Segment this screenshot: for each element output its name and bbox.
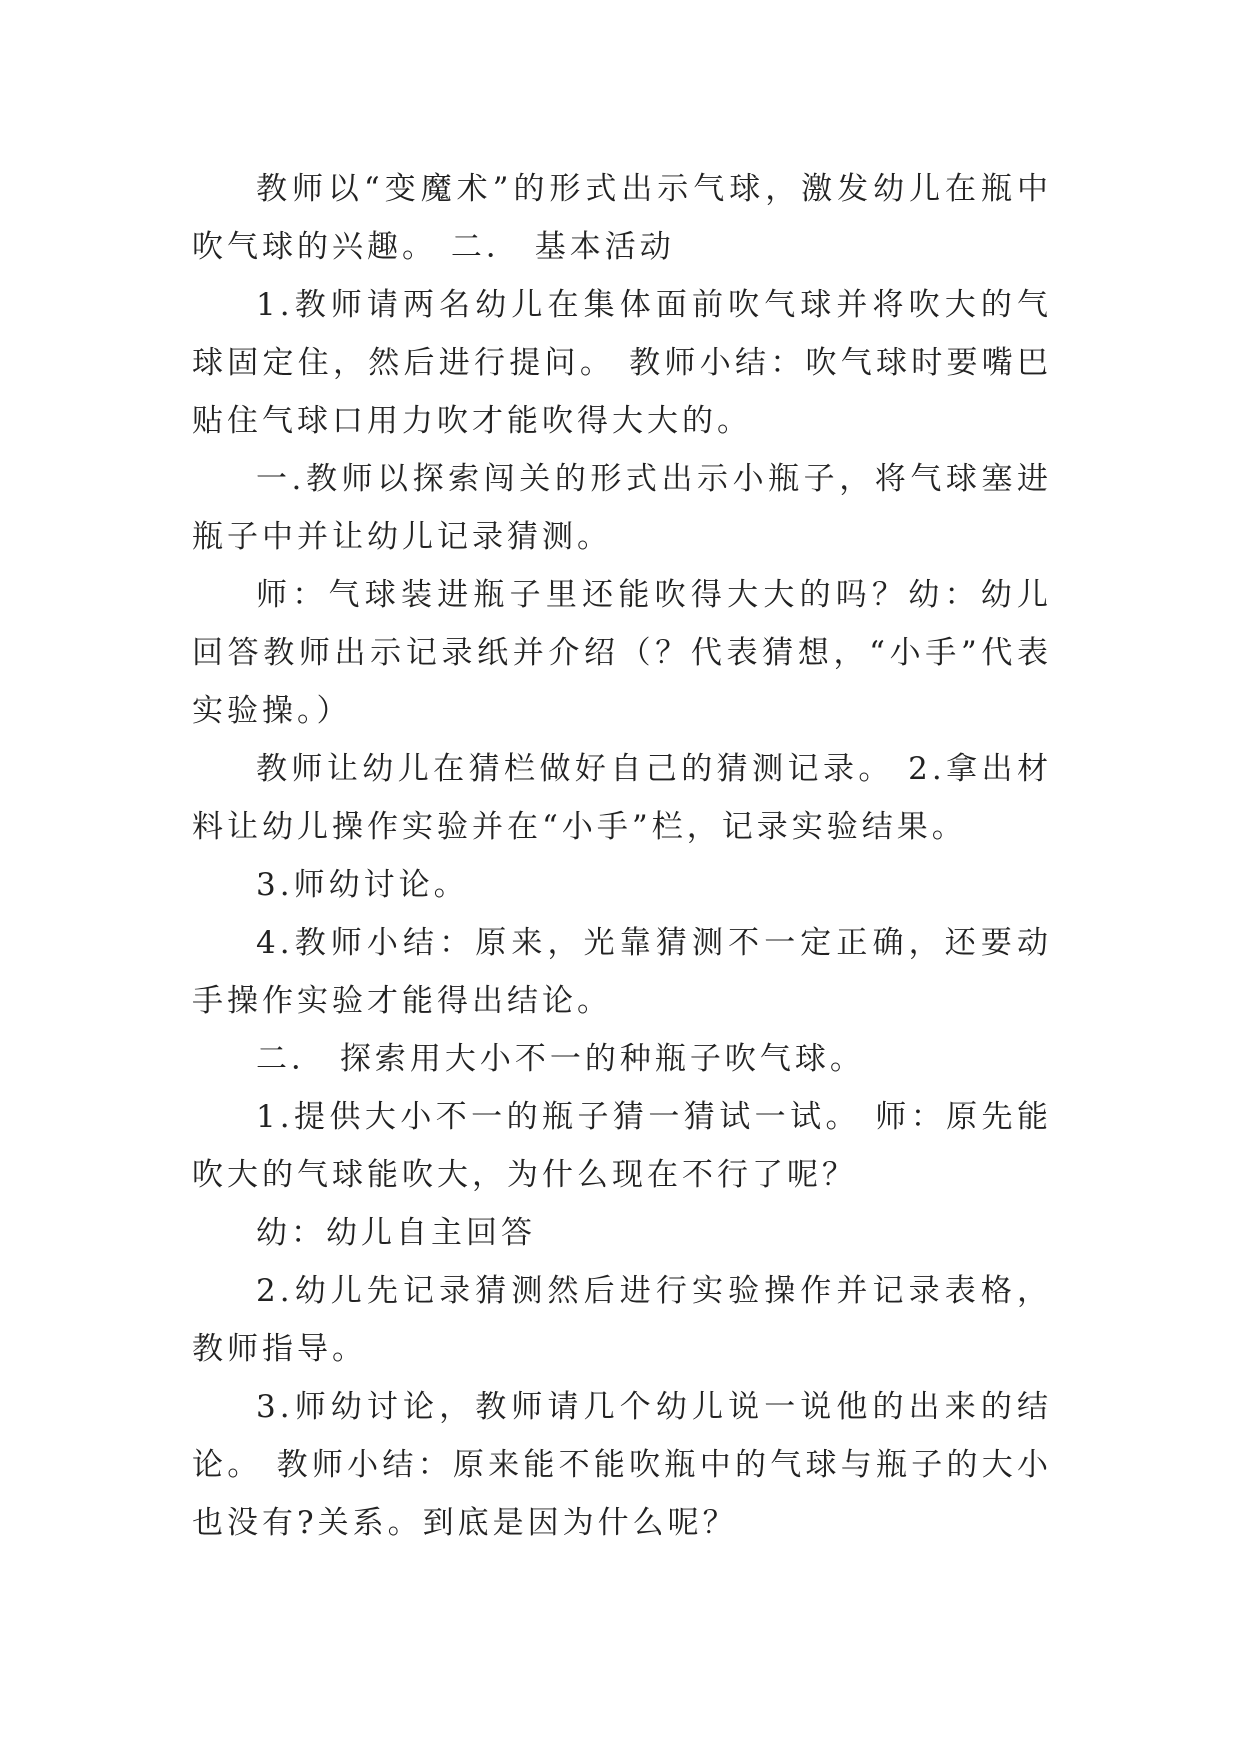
document-body [192,160,1052,1552]
paragraph: 二． 探索用大小不一的种瓶子吹气球。 [256,1041,865,1077]
paragraph: 幼：幼儿自主回答 [256,1215,536,1251]
paragraph: 1.教师请两名幼儿在集体面前吹气球并将吹大的气球固定住，然后进行提问。 教师小结：吹气球时要嘴巴贴住气球口用力吹才能吹得大大的。 [192,287,1052,439]
paragraph: 4.教师小结：原来，光靠猜测不一定正确，还要动手操作实验才能得出结论。 [192,925,1052,1019]
paragraph: 师：气球装进瓶子里还能吹得大大的吗？幼：幼儿回答教师出示记录纸并介绍（？代表猜想，“小手”代表实验操。） [192,577,1052,729]
paragraph: 1.提供大小不一的瓶子猜一猜试一试。 师：原先能吹大的气球能吹大，为什么现在不行了呢？ [192,1099,1052,1193]
paragraph: 2.幼儿先记录猜测然后进行实验操作并记录表格，教师指导。 [192,1273,1052,1367]
paragraph: 3.师幼讨论，教师请几个幼儿说一说他的出来的结论。 教师小结：原来能不能吹瓶中的气球与瓶子的大小也没有?关系。到底是因为什么呢？ [192,1389,1052,1541]
paragraph: 一.教师以探索闯关的形式出示小瓶子，将气球塞进瓶子中并让幼儿记录猜测。 [192,461,1052,555]
paragraph: 3.师幼讨论。 [256,867,469,903]
paragraph: 教师以“变魔术”的形式出示气球，激发幼儿在瓶中吹气球的兴趣。 二． 基本活动 [192,171,1052,265]
paragraph: 教师让幼儿在猜栏做好自己的猜测记录。 2.拿出材料让幼儿操作实验并在“小手”栏，记录实验结果。 [192,751,1052,845]
